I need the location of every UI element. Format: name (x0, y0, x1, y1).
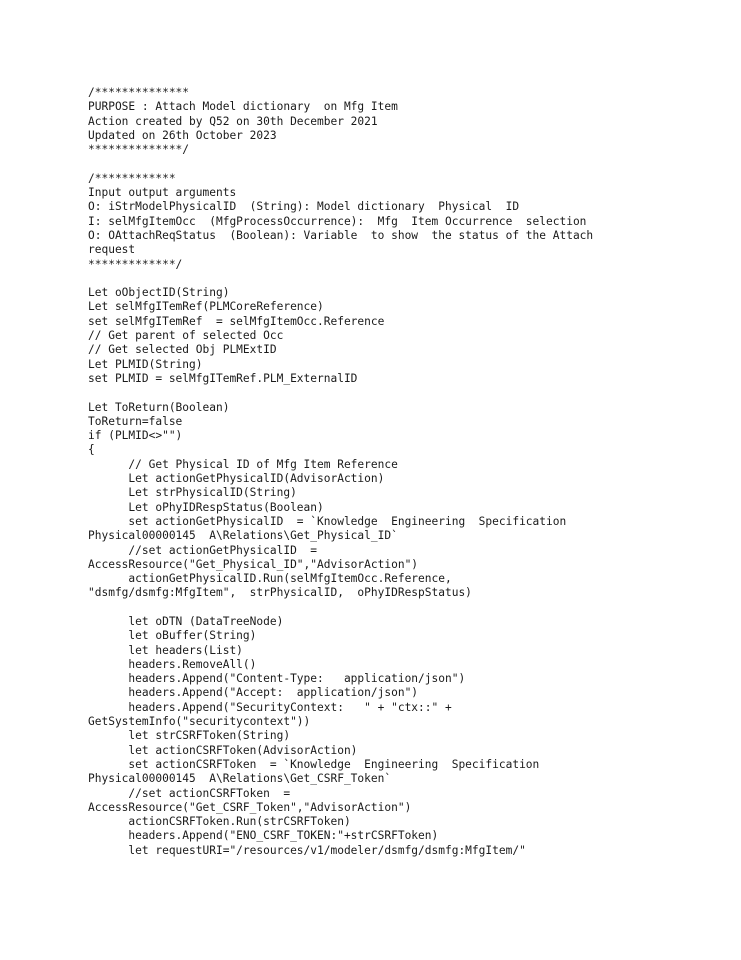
code-line (88, 386, 728, 400)
code-line: Action created by Q52 on 30th December 2021 (88, 114, 378, 128)
code-line: set selMfgITemRef = selMfgItemOcc.Reference (88, 314, 385, 328)
code-line: Let oPhyIDRespStatus(Boolean) (88, 500, 324, 514)
code-line: "dsmfg/dsmfg:MfgItem", strPhysicalID, oPhyIDRespStatus) (88, 586, 472, 600)
code-line: set PLMID = selMfgITemRef.PLM_ExternalID (88, 371, 358, 385)
code-line: headers.Append("Accept: application/json") (88, 686, 419, 700)
code-line: ToReturn=false (88, 414, 183, 428)
code-line: Physical00000145 A\Relations\Get_Physical_ID` (88, 529, 398, 543)
code-line: set actionGetPhysicalID = `Knowledge Engineering Specification (88, 514, 567, 528)
code-line: actionGetPhysicalID.Run(selMfgItemOcc.Reference, (88, 572, 452, 586)
code-listing (88, 86, 728, 858)
code-line: PURPOSE : Attach Model dictionary on Mfg Item (88, 100, 398, 114)
code-line: O: iStrModelPhysicalID (String): Model dictionary Physical ID (88, 200, 520, 214)
code-line: let oDTN (DataTreeNode) (88, 614, 284, 628)
code-line: **************/ (88, 143, 190, 157)
code-line: AccessResource("Get_CSRF_Token","AdvisorAction") (88, 800, 412, 814)
code-line: Input output arguments (88, 186, 237, 200)
code-line: Let oObjectID(String) (88, 286, 230, 300)
code-line: headers.RemoveAll() (88, 657, 257, 671)
code-line: Let strPhysicalID(String) (88, 486, 297, 500)
code-line: // Get Physical ID of Mfg Item Reference (88, 457, 398, 471)
code-line: let oBuffer(String) (88, 629, 257, 643)
code-line: set actionCSRFToken = `Knowledge Engineering Specification (88, 757, 540, 771)
code-line: if (PLMID<>"") (88, 429, 183, 443)
code-line (88, 272, 728, 286)
code-line: Let actionGetPhysicalID(AdvisorAction) (88, 472, 385, 486)
code-line: Let selMfgITemRef(PLMCoreReference) (88, 300, 324, 314)
code-line: // Get selected Obj PLMExtID (88, 343, 277, 357)
document-page (88, 86, 728, 858)
code-line: /************ (88, 171, 176, 185)
code-line: headers.Append("SecurityContext: " + "ctx::" + (88, 700, 452, 714)
code-line: O: OAttachReqStatus (Boolean): Variable to show the status of the Attach (88, 228, 594, 242)
code-line: let requestURI="/resources/v1/modeler/dsmfg/dsmfg:MfgItem/" (88, 843, 526, 857)
code-line: headers.Append("ENO_CSRF_TOKEN:"+strCSRFToken) (88, 829, 439, 843)
code-line: let strCSRFToken(String) (88, 729, 291, 743)
code-line: actionCSRFToken.Run(strCSRFToken) (88, 815, 351, 829)
code-line: Let PLMID(String) (88, 357, 203, 371)
code-line: Physical00000145 A\Relations\Get_CSRF_Token` (88, 772, 392, 786)
code-line: AccessResource("Get_Physical_ID","AdvisorAction") (88, 557, 419, 571)
code-line: { (88, 443, 95, 457)
code-line: request (88, 243, 136, 257)
code-line: let actionCSRFToken(AdvisorAction) (88, 743, 358, 757)
code-line: Let ToReturn(Boolean) (88, 400, 230, 414)
code-line: //set actionGetPhysicalID = (88, 543, 318, 557)
code-line: GetSystemInfo("securitycontext")) (88, 715, 311, 729)
code-line (88, 157, 728, 171)
code-line: I: selMfgItemOcc (MfgProcessOccurrence): Mfg Item Occurrence selection (88, 214, 587, 228)
code-line: //set actionCSRFToken = (88, 786, 291, 800)
code-line: /************** (88, 86, 190, 99)
code-line: headers.Append("Content-Type: application/json") (88, 672, 466, 686)
code-line (88, 601, 728, 615)
code-line: Updated on 26th October 2023 (88, 128, 277, 142)
code-line: // Get parent of selected Occ (88, 329, 284, 343)
code-line: let headers(List) (88, 643, 243, 657)
code-line: *************/ (88, 257, 183, 271)
